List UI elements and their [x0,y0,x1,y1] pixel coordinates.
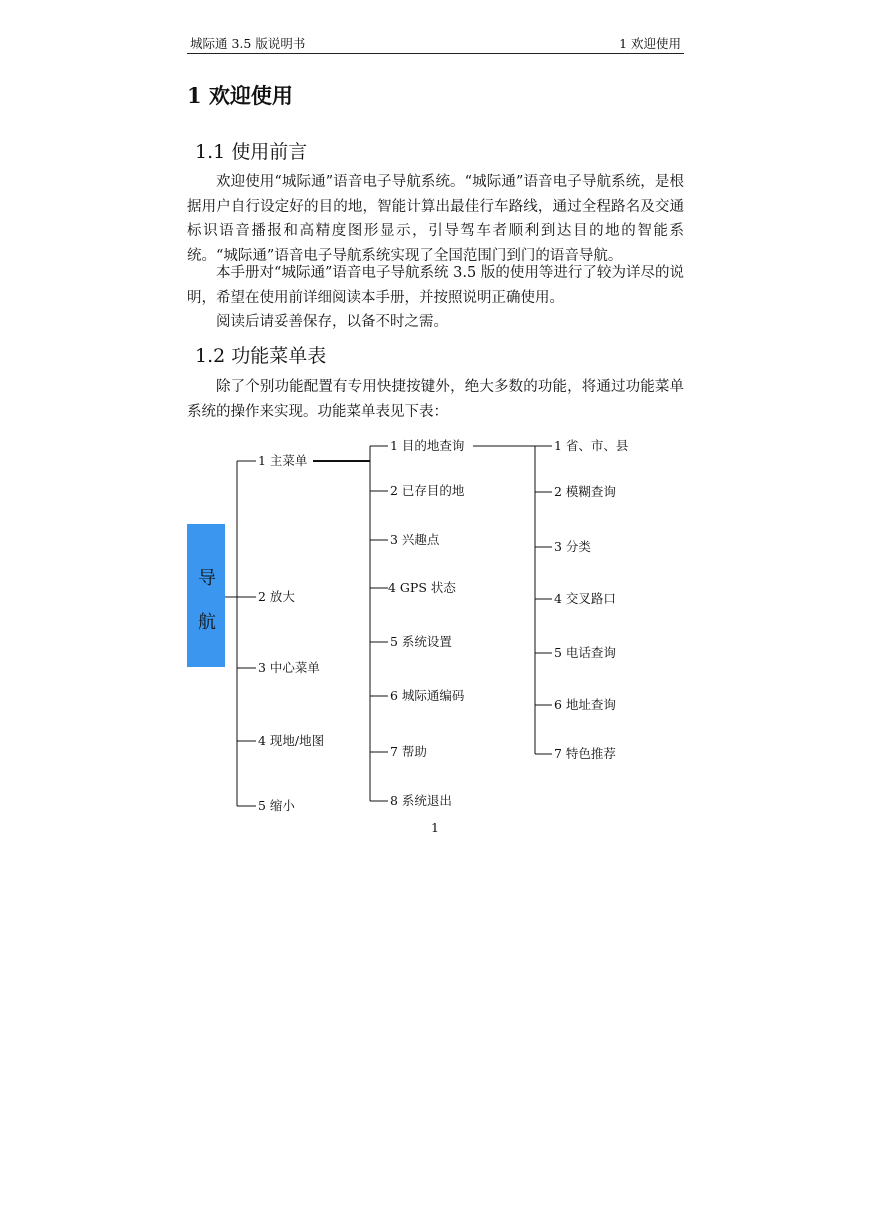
preface-paragraph-3: 阅读后请妥善保存，以备不时之需。 [216,314,448,330]
menu-level2-destination-query: 1 目的地查询 [390,438,465,453]
section-title-preface: 1.1 使用前言 [195,141,308,163]
menu-level2-poi: 3 兴趣点 [390,532,440,547]
section-title-menu: 1.2 功能菜单表 [195,345,327,367]
menu-level2-system-settings: 5 系统设置 [390,634,452,649]
preface-paragraph-2: 本手册对“城际通”语音电子导航系统 3.5 版的使用等进行了较为详尽的说明，希望在使用前详细阅读本手册，并按照说明正确使用。 [187,265,684,306]
menu-root-char-2: 航 [198,612,216,633]
menu-level3-featured: 7 特色推荐 [554,746,616,761]
menu-level1-zoom-in: 2 放大 [258,589,295,604]
preface-paragraph-1: 欢迎使用“城际通”语音电子导航系统。“城际通”语音电子导航系统，是根据用户自行设定好的目的地，智能计算出最佳行车路线，通过全程路名及交通标识语音播报和高精度图形显示，引导驾车者顺利到达目的地的智能系统。“城际通”语音电子导航系统实现了全国范围门到门的语音导航。 [187,174,684,264]
menu-level3-fuzzy-search: 2 模糊查询 [554,484,616,499]
menu-level3-phone-search: 5 电话查询 [554,645,616,660]
menu-level1-location-map: 4 现地/地图 [258,733,325,748]
menu-level1-zoom-out: 5 缩小 [258,798,295,813]
page-number: 1 [431,820,439,835]
menu-level1-main: 1 主菜单 [258,453,308,468]
menu-level3-address-search: 6 地址查询 [554,697,616,712]
menu-level2-exit: 8 系统退出 [390,793,452,808]
menu-level3-category: 3 分类 [554,539,591,554]
menu-level3-intersection: 4 交叉路口 [554,591,616,606]
menu-level2-city-code: 6 城际通编码 [390,688,465,703]
menu-level2-gps-status: 4 GPS 状态 [388,580,456,595]
menu-level1-center: 3 中心菜单 [258,660,320,675]
menu-root-char-1: 导 [198,568,216,589]
menu-level3-province-city-county: 1 省、市、县 [554,438,629,453]
chapter-title: 1 欢迎使用 [187,83,293,108]
menu-level2-help: 7 帮助 [390,744,427,759]
running-header-left: 城际通 3.5 版说明书 [190,36,306,51]
menu-intro-paragraph: 除了个别功能配置有专用快捷按键外，绝大多数的功能，将通过功能菜单系统的操作来实现。功能菜单表见下表： [187,379,684,420]
menu-root-box [187,524,225,667]
menu-level2-saved-destinations: 2 已存目的地 [390,483,465,498]
running-header-right: 1 欢迎使用 [619,36,681,51]
